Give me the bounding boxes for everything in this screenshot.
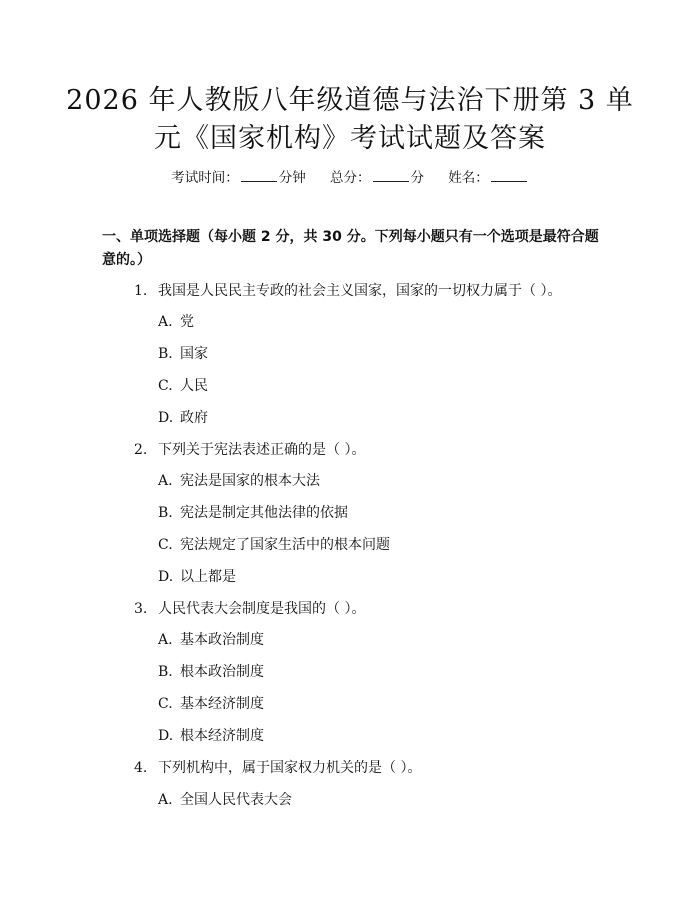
option-text: 政府 xyxy=(180,410,208,426)
option-text: 党 xyxy=(180,314,194,330)
exam-title-line-1: 2026 年人教版八年级道德与法治下册第 3 单 xyxy=(66,85,634,116)
question-3-option-d xyxy=(158,726,264,746)
exam-meta-row xyxy=(0,168,700,188)
option-letter: A. xyxy=(158,473,173,489)
option-text: 宪法是国家的根本大法 xyxy=(180,473,320,489)
option-letter: B. xyxy=(158,505,173,521)
question-2-option-b xyxy=(158,503,348,523)
question-text: 下列机构中，属于国家权力机关的是（ ）。 xyxy=(158,760,422,776)
question-text: 我国是人民民主专政的社会主义国家，国家的一切权力属于（ ）。 xyxy=(158,283,562,299)
total-score-field xyxy=(330,168,424,188)
option-text: 全国人民代表大会 xyxy=(180,792,292,808)
section-heading: 一、单项选择题（每小题 2 分，共 30 分。下列每小题只有一个选项是最符合题意的。） xyxy=(102,229,599,268)
question-3 xyxy=(134,599,365,619)
option-text: 根本政治制度 xyxy=(180,664,264,680)
option-letter: A. xyxy=(158,792,173,808)
option-letter: C. xyxy=(158,378,173,394)
exam-time-unit: 分钟 xyxy=(278,170,306,186)
student-name-label: 姓名： xyxy=(448,170,489,186)
exam-time-field xyxy=(171,168,306,188)
question-number: 4. xyxy=(134,760,148,776)
option-letter: C. xyxy=(158,696,173,712)
total-score-unit: 分 xyxy=(410,170,424,186)
question-1 xyxy=(134,281,561,301)
option-letter: A. xyxy=(158,632,173,648)
question-4-option-a xyxy=(158,790,292,810)
option-letter: A. xyxy=(158,314,173,330)
question-number: 1. xyxy=(134,283,148,299)
option-letter: B. xyxy=(158,346,173,362)
option-letter: D. xyxy=(158,569,174,585)
question-number: 3. xyxy=(134,601,148,617)
option-letter: D. xyxy=(158,410,174,426)
question-1-option-b xyxy=(158,344,208,364)
question-2-option-c xyxy=(158,535,390,555)
option-text: 国家 xyxy=(180,346,208,362)
question-3-option-c xyxy=(158,694,264,714)
question-2 xyxy=(134,440,365,460)
option-text: 基本政治制度 xyxy=(180,632,264,648)
question-text: 人民代表大会制度是我国的（ ）。 xyxy=(158,601,366,617)
question-3-option-a xyxy=(158,630,264,650)
question-2-option-a xyxy=(158,471,320,491)
question-1-option-d xyxy=(158,408,208,428)
question-1-option-c xyxy=(158,376,208,396)
question-number: 2. xyxy=(134,442,148,458)
exam-time-blank xyxy=(241,168,277,182)
option-text: 宪法规定了国家生活中的根本问题 xyxy=(180,537,390,553)
exam-time-label: 考试时间： xyxy=(171,170,239,186)
question-2-option-d xyxy=(158,567,236,587)
option-letter: C. xyxy=(158,537,173,553)
option-text: 以上都是 xyxy=(180,569,236,585)
option-text: 宪法是制定其他法律的依据 xyxy=(180,505,348,521)
total-score-label: 总分： xyxy=(330,170,371,186)
option-letter: D. xyxy=(158,728,174,744)
exam-title-line-2: 元《国家机构》考试试题及答案 xyxy=(154,123,546,154)
student-name-blank xyxy=(491,168,527,182)
student-name-field xyxy=(448,168,529,188)
question-text: 下列关于宪法表述正确的是（ ）。 xyxy=(158,442,366,458)
option-text: 基本经济制度 xyxy=(180,696,264,712)
question-4 xyxy=(134,758,421,778)
option-letter: B. xyxy=(158,664,173,680)
question-1-option-a xyxy=(158,312,194,332)
option-text: 人民 xyxy=(180,378,208,394)
option-text: 根本经济制度 xyxy=(180,728,264,744)
question-3-option-b xyxy=(158,662,264,682)
total-score-blank xyxy=(373,168,409,182)
